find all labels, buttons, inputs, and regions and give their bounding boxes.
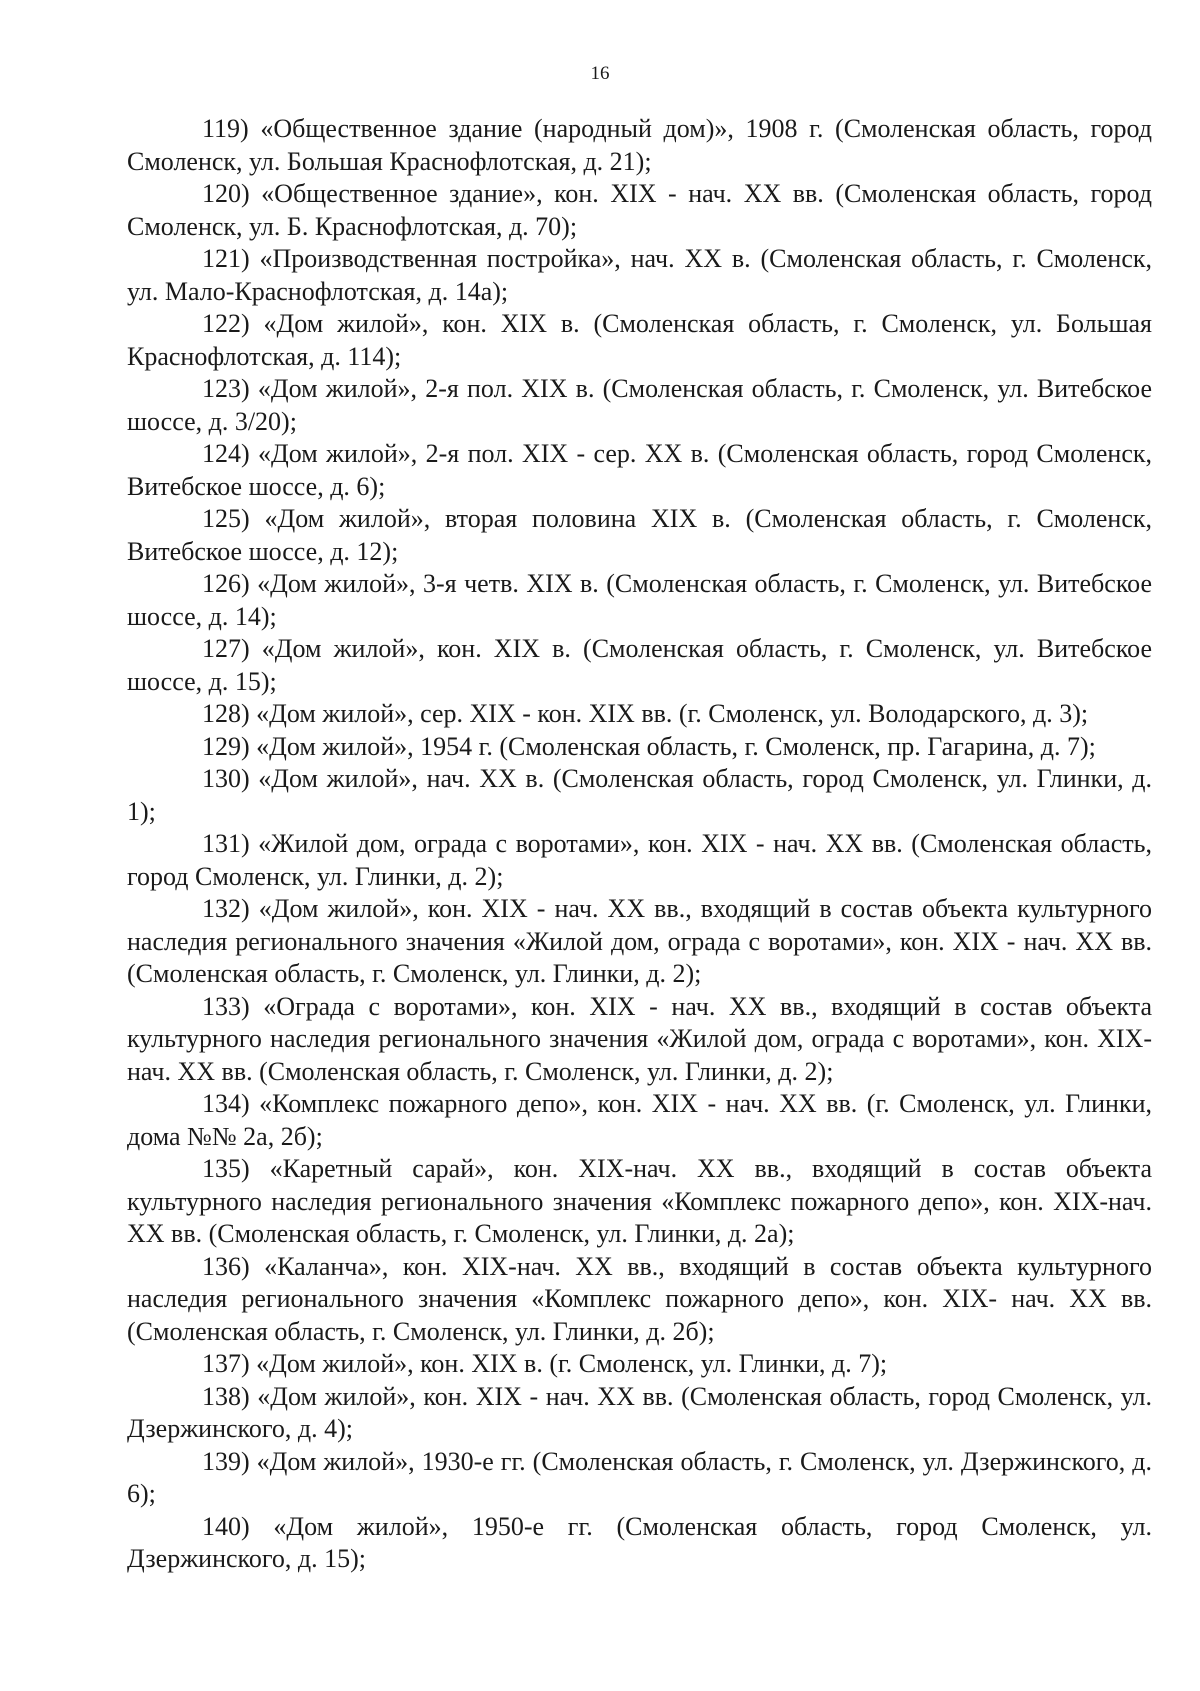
list-item: 140) «Дом жилой», 1950-е гг. (Смоленская область, город Смоленск, ул. Дзержинского, д. 15);	[127, 1511, 1152, 1573]
list-item: 132) «Дом жилой», кон. XIX - нач. XX вв., входящий в состав объекта культурного наследия регионального значения «Жилой дом, ограда с воротами», кон. XIX - нач. XX вв. (Смоленская область, г. Смоленск, ул. Глинки, д. 2);	[127, 894, 1152, 988]
list-item: 137) «Дом жилой», кон. XIX в. (г. Смоленск, ул. Глинки, д. 7);	[202, 1349, 888, 1378]
list-item: 134) «Комплекс пожарного депо», кон. XIX - нач. XX вв. (г. Смоленск, ул. Глинки, дома №№ 2а, 2б);	[127, 1089, 1152, 1151]
document-body	[127, 113, 1152, 1576]
list-item: 119) «Общественное здание (народный дом)», 1908 г. (Смоленская область, город Смоленск, ул. Большая Краснофлотская, д. 21);	[127, 114, 1152, 176]
list-item: 124) «Дом жилой», 2-я пол. XIX - сер. XX в. (Смоленская область, город Смоленск, Витебское шоссе, д. 6);	[127, 439, 1152, 501]
list-item: 135) «Каретный сарай», кон. XIX-нач. XX вв., входящий в состав объекта культурного наследия регионального значения «Комплекс пожарного депо», кон. XIX-нач. XX вв. (Смоленская область, г. Смоленск, ул. Глинки, д. 2а);	[127, 1154, 1152, 1248]
list-item: 121) «Производственная постройка», нач. XX в. (Смоленская область, г. Смоленск, ул. Мало-Краснофлотская, д. 14а);	[127, 244, 1152, 306]
page-number: 16	[590, 63, 610, 84]
list-item: 139) «Дом жилой», 1930-е гг. (Смоленская область, г. Смоленск, ул. Дзержинского, д. 6);	[127, 1446, 1152, 1508]
list-item: 125) «Дом жилой», вторая половина XIX в. (Смоленская область, г. Смоленск, Витебское шоссе, д. 12);	[127, 504, 1152, 566]
list-item: 127) «Дом жилой», кон. XIX в. (Смоленская область, г. Смоленск, ул. Витебское шоссе, д. 15);	[127, 634, 1152, 696]
list-item: 133) «Ограда с воротами», кон. XIX - нач. XX вв., входящий в состав объекта культурного наследия регионального значения «Жилой дом, ограда с воротами», кон. XIX-нач. XX вв. (Смоленская область, г. Смоленск, ул. Глинки, д. 2);	[127, 991, 1152, 1086]
list-item: 120) «Общественное здание», кон. XIX - нач. XX вв. (Смоленская область, город Смоленск, ул. Б. Краснофлотская, д. 70);	[127, 179, 1152, 241]
list-item: 126) «Дом жилой», 3-я четв. XIX в. (Смоленская область, г. Смоленск, ул. Витебское шоссе, д. 14);	[127, 569, 1152, 631]
list-item: 136) «Каланча», кон. XIX-нач. XX вв., входящий в состав объекта культурного наследия регионального значения «Комплекс пожарного депо», кон. XIX- нач. XX вв. (Смоленская область, г. Смоленск, ул. Глинки, д. 2б);	[127, 1251, 1152, 1346]
list-item: 122) «Дом жилой», кон. XIX в. (Смоленская область, г. Смоленск, ул. Большая Краснофлотская, д. 114);	[127, 309, 1152, 371]
list-item: 129) «Дом жилой», 1954 г. (Смоленская область, г. Смоленск, пр. Гагарина, д. 7);	[202, 731, 1096, 761]
list-item: 130) «Дом жилой», нач. XX в. (Смоленская область, город Смоленск, ул. Глинки, д. 1);	[127, 764, 1152, 826]
list-item: 138) «Дом жилой», кон. XIX - нач. XX вв. (Смоленская область, город Смоленск, ул. Дзержинского, д. 4);	[127, 1381, 1152, 1443]
list-item: 123) «Дом жилой», 2-я пол. XIX в. (Смоленская область, г. Смоленск, ул. Витебское шоссе, д. 3/20);	[127, 374, 1152, 436]
list-item: 128) «Дом жилой», сер. XIX - кон. XIX вв. (г. Смоленск, ул. Володарского, д. 3);	[202, 699, 1089, 728]
list-item: 131) «Жилой дом, ограда с воротами», кон. XIX - нач. XX вв. (Смоленская область, город Смоленск, ул. Глинки, д. 2);	[127, 829, 1152, 891]
